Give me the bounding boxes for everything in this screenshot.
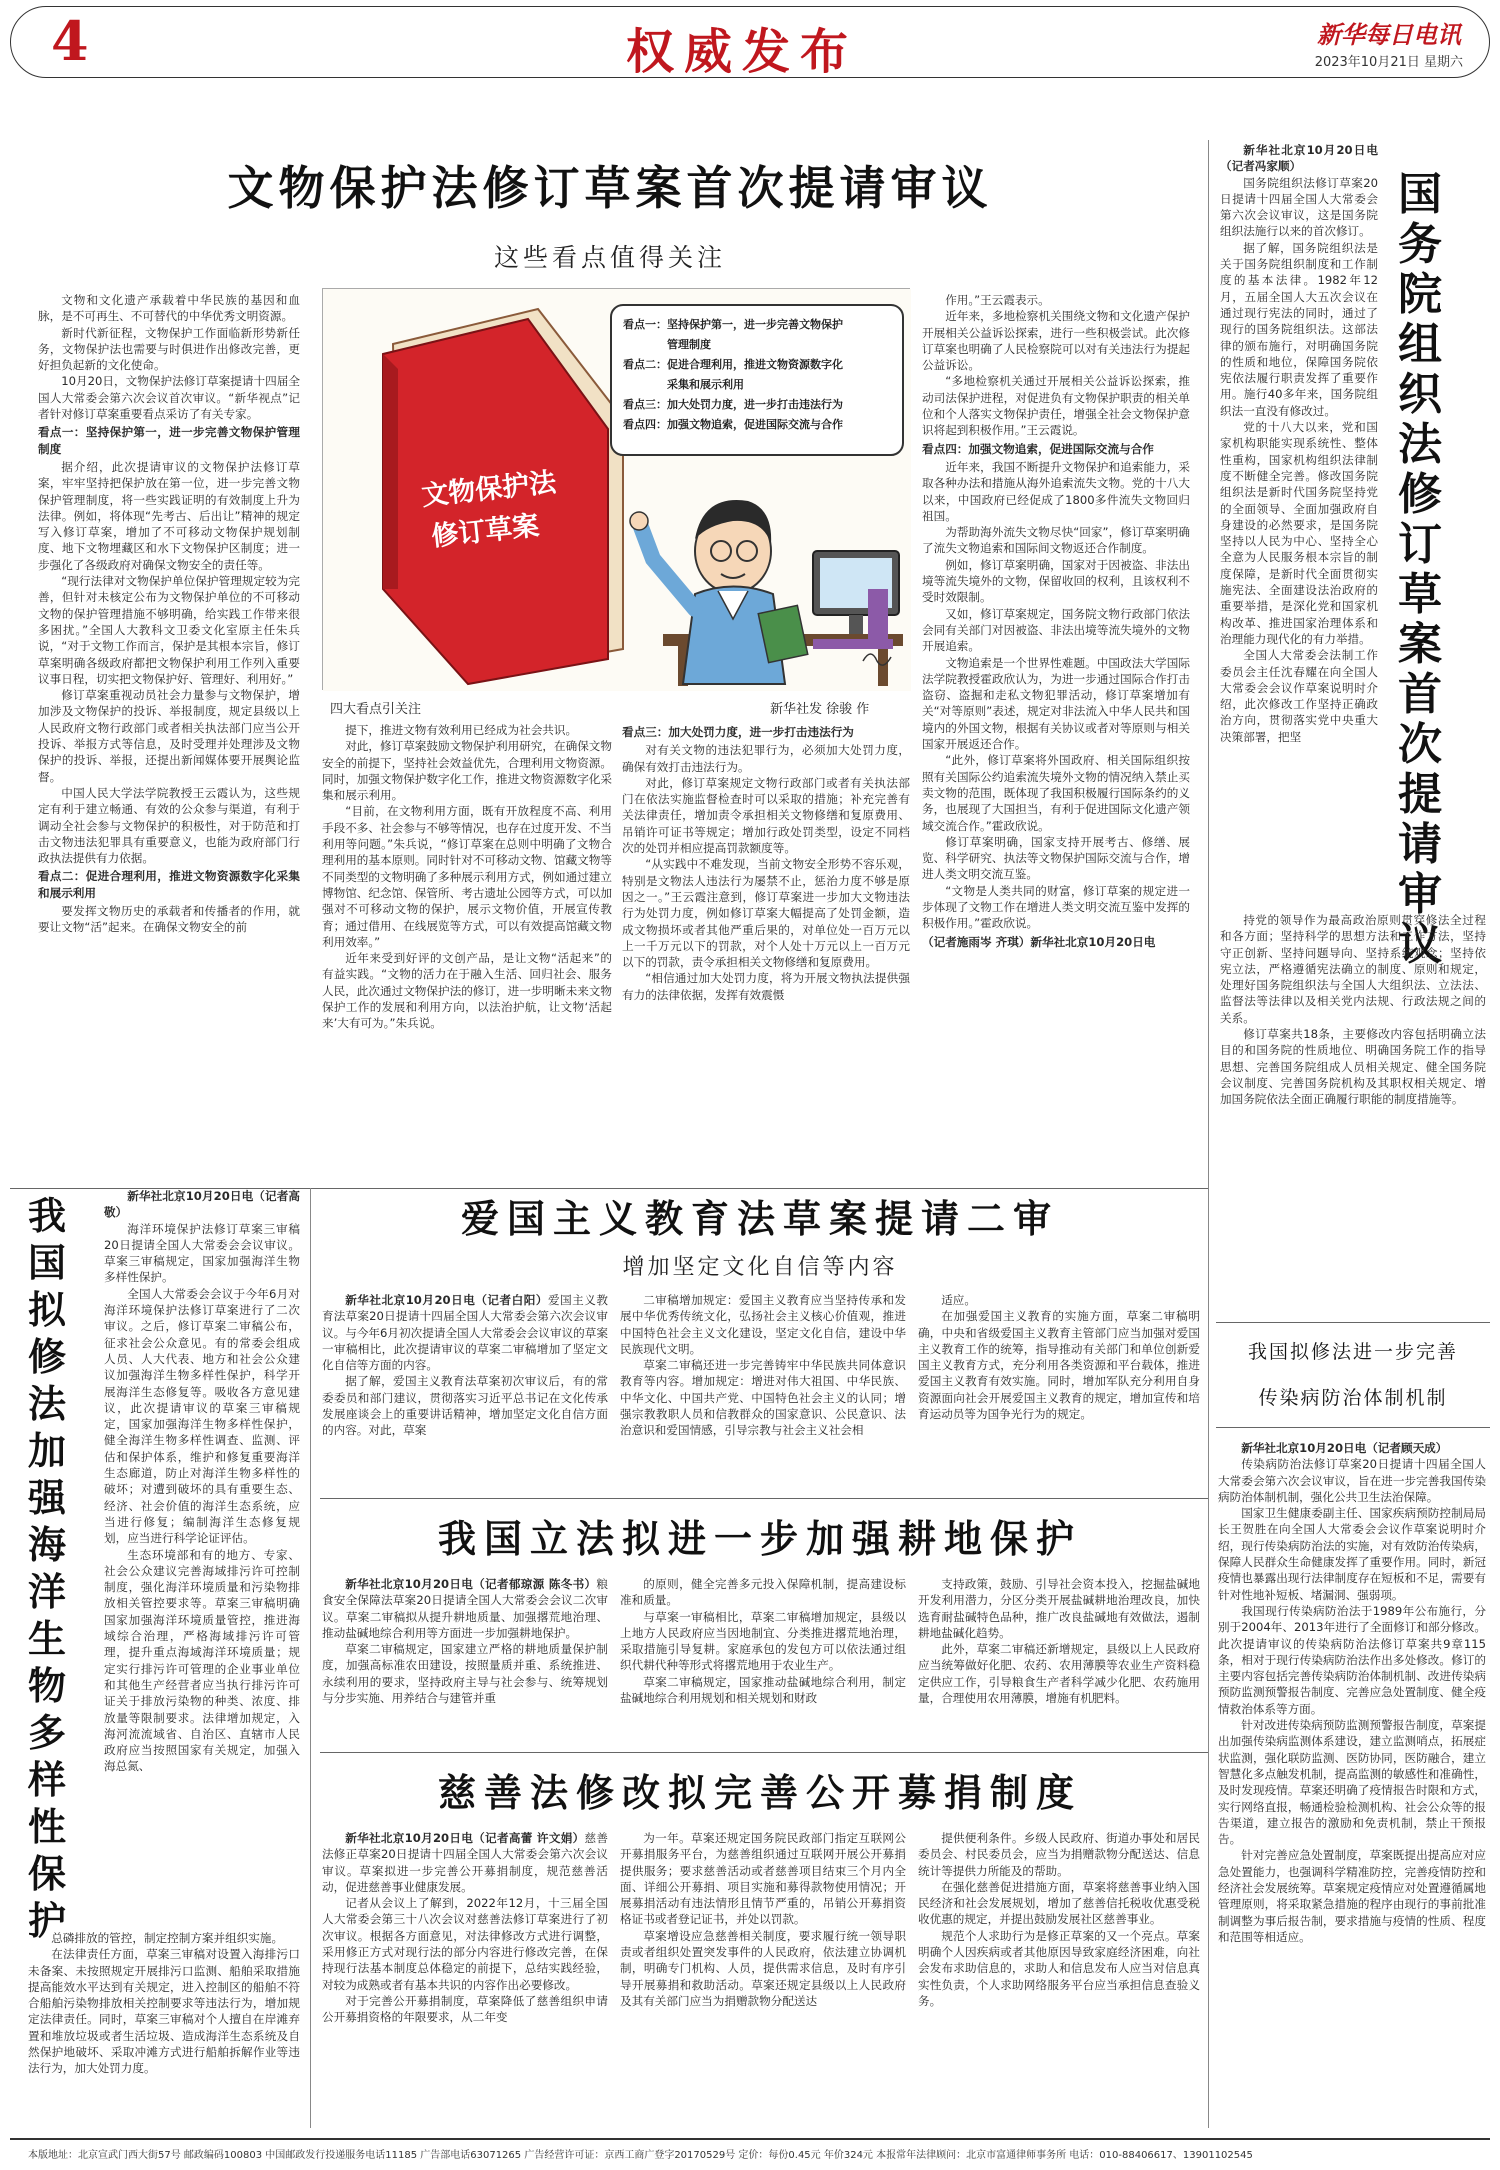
charity-paragraph: 规范个人求助行为是修正草案的又一个亮点。草案明确个人因疾病或者其他原因导致家庭经济困难，向社会发布求助信息的，求助人和信息发布人应当对信息真实性负责，个人求助网络服务平台应当承担信息查验义务。 (918, 1928, 1200, 2008)
charity-paragraph: 草案增设应急慈善相关制度，要求履行统一领导职责或者组织处置突发事件的人民政府，依法建立协调机制，明确专门机构、人员，提供需求信息，及时有序引导开展募捐和救助活动。草案还规定县级以上人民政府及其有关部门应当为捐赠款物分配送达 (620, 1928, 906, 2008)
epidemic-paragraph: 我国现行传染病防治法于1989年公布施行，分别于2004年、2013年进行了全面修订和部分修改。此次提请审议的传染病防治法修订草案共9章115条，相对于现行传染病防治法作出多处修改。修订的主要内容包括完善传染病防治体制机制、改进传染病预防监测预警报告制度、完善应急处置制度、健全疫情救治体系等方面。 (1218, 1603, 1486, 1716)
right-article-paragraph: 全国人大常委会法制工作委员会主任沈春耀在向全国人大常委会会议作草案说明时介绍，此次修改工作坚持正确政治方向，贯彻落实党中央重大决策部署，把坚 (1220, 648, 1378, 744)
lead-paragraph: 文物和文化遗产承载着中华民族的基因和血脉，是不可再生、不可替代的中华优秀文明资源。 (38, 293, 300, 324)
left-article-paragraph: 全国人大常委会会议于今年6月对海洋环境保护法修订草案进行了二次审议。之后，修订草案二审稿公布，征求社会公众意见。有的常委会组成人员、人大代表、地方和社会公众建议加强海洋生物多样性保护，科学开展海洋生态修复等。吸收各方意见建议，此次提请审议的草案三审稿规定，国家加强海洋生物多样性保护，健全海洋生物多样性调查、监测、评估和保护体系，维护和修复重要海洋生态廊道，防止对海洋生物多样性的破坏；对遭到破坏的具有重要生态、经济、社会价值的海洋生态系统，应当进行修复；编制海洋生态修复规划，应当进行科学论证评估。 (104, 1286, 300, 1546)
lead-paragraph: 修订草案重视动员社会力量参与文物保护，增加涉及文物保护的投诉、举报制度，规定县级以上人民政府文物行政部门或者相关执法部门应当公开投诉、举报方式等信息，及时受理并处理涉及文物保护的投诉、举报，还提出新闻媒体要开展舆论监督。 (38, 688, 300, 784)
lead-column-2 (322, 722, 612, 1031)
footer-info: 本版地址：北京宣武门西大街57号 邮政编码100803 中国邮政发行投递服务电话11185 广告部电话63071265 广告经营许可证：京西工商广登字20170529号 定价：每份0.45元 年价324元 本报常年法律顾问：北京市富通律师事务所 电话：010-88406617、13901102545 (28, 2150, 1253, 2161)
lead-point-1-heading: 看点一：坚持保护第一，进一步完善文物保护管理制度 (38, 425, 300, 456)
charity-paragraph: 在强化慈善促进措施方面，草案将慈善事业纳入国民经济和社会发展规划，增加了慈善信托税收优惠受税收优惠的规定，并提出鼓励发展社区慈善事业。 (918, 1879, 1200, 1927)
masthead-date: 2023年10月21日 星期六 (1314, 55, 1463, 70)
farmland-paragraph: 此外，草案二审稿还新增规定，县级以上人民政府应当统筹做好化肥、农药、农用薄膜等农业生产资料稳定供应工作，引导粮食生产者科学减少化肥、农药施用量，合理使用农用薄膜，增施有机肥料。 (918, 1642, 1200, 1706)
lead-subtitle: 这些看点值得关注 (493, 243, 726, 272)
right-article-paragraph: 国务院组织法修订草案20日提请十四届全国人大常委会第六次会议审议，这是国务院组织法施行以来的首次修订。 (1220, 175, 1378, 239)
charity-column-3 (918, 1830, 1200, 2130)
epidemic-paragraph: 传染病防治法修订草案20日提请十四届全国人大常委会第六次会议审议，旨在进一步完善我国传染病防治体制机制，强化公共卫生法治保障。 (1218, 1457, 1486, 1504)
farmland-paragraph: 新华社北京10月20日电（记者郁琼源 陈冬书）粮食安全保障法草案20日提请全国人大常委会会议二次审议。草案二审稿拟从提升耕地质量、加强撂荒地治理、推动盐碱地综合利用等方面进一步加强耕地保护。 (322, 1577, 608, 1640)
patriot-paragraph: 草案二审稿还进一步完善铸牢中华民族共同体意识教育等内容。增加规定：增进对伟大祖国、中华民族、中华文化、中国共产党、中国特色社会主义的认同；增强宗教教职人员和信教群众的国家意识、公民意识、法治意识和爱国情感，引导宗教与社会主义社会相 (620, 1358, 906, 1438)
lead-headline: 文物保护法修订草案首次提请审议 (227, 161, 993, 215)
illustration-caption: 四大看点引关注 (330, 702, 422, 717)
patriot-paragraph: 新华社北京10月20日电（记者白阳）爱国主义教育法草案20日提请十四届全国人大常委会第六次会议审议。与今年6月初次提请全国人大常委会会议审议的草案一审稿相比，此次提请审议的草案二审稿增加了坚定文化自信等方面的内容。 (322, 1293, 608, 1373)
farmland-paragraph: 草案二审稿规定，国家建立严格的耕地质量保护制度，加强高标准农田建设，按照量质并重、系统推进、永续利用的要求，坚持政府主导与社会参与、统筹规划与分步实施、用养结合与建管并重 (322, 1642, 608, 1706)
lead-paragraph: 为帮助海外流失文物尽快“回家”，修订草案明确了流失文物追索和国际间文物返还合作制度。 (922, 525, 1190, 556)
farmland-column-1 (322, 1576, 608, 1746)
lead-paragraph: 提下，推进文物有效利用已经成为社会共识。 (345, 723, 578, 737)
lead-paragraph: 对有关文物的违法犯罪行为，必须加大处罚力度，确保有效打击违法行为。 (622, 743, 910, 774)
farmland-paragraph: 支持政策，鼓励、引导社会资本投入，挖掘盐碱地开发利用潜力，分区分类开展盐碱耕地治理改良，加快选育耐盐碱特色品种，推广改良盐碱地有效做法，遏制耕地盐碱化趋势。 (918, 1577, 1200, 1640)
lead-point-2-heading: 看点二：促进合理利用，推进文物资源数字化采集和展示利用 (38, 869, 300, 900)
charity-paragraph: 记者从会议上了解到，2022年12月，十三届全国人大常委会第三十八次会议对慈善法修订草案进行了初次审议。根据各方面意见，对法律修改方式进行调整，采用修正方式对现行法的部分内容进行修改完善，在保持现行法基本制度总体稳定的前提下，总结实践经验，对较为成熟或者有基本共识的内容作出必要修改。 (322, 1896, 608, 1992)
left-article-paragraph: 生态环境部和有的地方、专家、社会公众建议完善海域排污许可控制制度，强化海洋环境质量和污染物排放相关管控要求等。草案三审稿明确国家加强海洋环境质量管控，推进海域综合治理，严格海域排污许可管理，提升重点海域海洋环境质量；规定实行排污许可管理的企业事业单位和其他生产经营者应当执行排污许可证关于排放污染物的种类、浓度、排放量等限制要求。法律增加规定，入海河流流域省、自治区、直辖市人民政府应当按照国家有关规定，加强入海总氮、 (104, 1547, 300, 1774)
page-number: 4 (51, 9, 89, 73)
lead-paragraph: 又如，修订草案规定，国务院文物行政部门依法会同有关部门对因被盗、非法出境等流失境外的文物开展追索。 (922, 606, 1190, 654)
farmland-column-3 (918, 1576, 1200, 1746)
left-article-paragraph: 海洋环境保护法修订草案三审稿20日提请全国人大常委会会议审议。草案三审稿规定，国家加强海洋生物多样性保护。 (104, 1221, 300, 1285)
right-headline: 国务院组织法修订草案首次提请审议 (1398, 169, 1442, 970)
farmland-paragraph: 草案二审稿规定，国家推动盐碱地综合利用，制定盐碱地综合利用规划和相关规划和财政 (620, 1674, 906, 1706)
left-headline: 我国拟修法加强海洋生物多样性保护 (28, 1193, 67, 1943)
left-article-paragraph: 总磷排放的管控，制定控制方案并组织实施。 (51, 1931, 284, 1945)
lead-paragraph: “目前，在文物利用方面，既有开放程度不高、利用手段不多、社会参与不够等情况，也存在过度开发、不当利用等问题。”朱兵说，“修订草案在总则中明确了文物合理利用的基本原则。同时针对不可移动文物、馆藏文物等不同类型的文物明确了多种展示利用方式，例如通过建立博物馆、纪念馆、保管所、考古遗址公园等方式，可以加强对不可移动文物的保护，展示文物价值，开展宣传教育；通过借用、在线展览等方式，可以有效提高馆藏文物利用效率。” (322, 804, 612, 949)
epidemic-article: 新华社北京10月20日电（记者顾天成） 传染病防治法修订草案20日提请十四届全国人大常委会第六次会议审议，旨在进一步完善我国传染病防治体制机制，强化公共卫生法治保障。 国家卫生健康委副主任、国家疾病预防控制局局长王贺胜在向全国人大常委会会议作草案说明时介绍，现行传染病防治法的实施，对有效防治传染病，保障人民群众生命健康发挥了重要作用。同时，新冠疫情也暴露出现行法律制度存在短板和不足，需要有针对性地补短板、堵漏洞、强弱项。 我国现行传染病防治法于1989年公布施行，分别于2004年、2013年进行了全面修订和部分修改。此次提请审议的传染病防治法修订草案共9章115条，相对于现行传染病防治法作出多处修改。修订的主要内容包括完善传染病防治体制机制、改进传染病预防监测预警报告制度、完善应急处置制度、健全疫情救治体系等方面。 针对改进传染病预防监测预警报告制度，草案提出加强传染病监测体系建设，建立监测哨点，拓展症状监测，强化联防监测、医防协同，医防融合，建立智慧化多点触发机制，提高监测的敏感性和准确性，及时发现疫情。草案还明确了疫情报告时限和方式，实行网络直报，畅通检验检测机构、社会公众等的报告渠道，建立报告的激励和免责机制，禁止干预报告。 针对完善应急处置制度，草案既提出提高应对应急处置能力，也强调科学精准防控，完善疫情防控和经济社会发展统筹。草案规定疫情应对处置遵循属地管理原则，将采取紧急措施的程序由现行的事前批准制调整为事后报告制，要求措施与疫情的性质、程度和范围等相适应。 (1218, 1441, 1486, 1944)
lead-paragraph: 对此，修订草案鼓励文物保护利用研究，在确保文物安全的前提下，坚持社会效益优先，合理利用文物资源。同时，加强文物保护数字化工作，推进文物资源数字化采集和展示利用。 (322, 739, 612, 803)
patriot-headline: 爱国主义教育法草案提请二审 (460, 1196, 1059, 1241)
lead-point-4-heading: 看点四：加强文物追索，促进国际交流与合作 (922, 441, 1154, 456)
lead-paragraph: 近年来，我国不断提升文物保护和追索能力，采取各种办法和措施从海外追索流失文物。党的十八大以来，中国政府已经促成了1800多件流失文物回归祖国。 (922, 459, 1190, 523)
farmland-headline: 我国立法拟进一步加强耕地保护 (437, 1516, 1082, 1561)
right-article-paragraph: 修订草案共18条，主要修改内容包括明确立法目的和国务院的性质地位、明确国务院工作的指导思想、完善国务院组成人员相关规定、健全国务院会议制度、完善国务院机构及其职权相关规定、增加国务院依法全面正确履行职能的制度措施等。 (1220, 1027, 1486, 1107)
epidemic-paragraph: 针对改进传染病预防监测预警报告制度，草案提出加强传染病监测体系建设，建立监测哨点，拓展症状监测，强化联防监测、医防协同，医防融合，建立智慧化多点触发机制，提高监测的敏感性和准确性，及时发现疫情。草案还明确了疫情报告时限和方式，实行网络直报，畅通检验检测机构、社会公众等的报告渠道，建立报告的激励和免责机制，禁止干预报告。 (1218, 1718, 1486, 1847)
lead-paragraph: 作用。”王云霞表示。 (945, 293, 1050, 307)
charity-column-2 (620, 1830, 906, 2130)
rule-patriot (320, 1498, 1208, 1499)
lead-illustration (322, 288, 910, 690)
lead-paragraph: “此外，修订草案将外国政府、相关国际组织按照有关国际公约追索流失境外文物的情况纳入禁止买卖文物的范围，既体现了我国积极履行国际条约的义务，也展现了大国担当，有利于促进国际文化遗产领域交流合作。”霍政欣说。 (922, 753, 1190, 833)
lead-paragraph: 中国人民大学法学院教授王云霞认为，这些规定有利于建立畅通、有效的公众参与渠道，有利于调动全社会参与文物保护的积极性，对于防范和打击文物违法犯罪具有重要意义，也能为政府部门行政执法提供有力依据。 (38, 785, 300, 866)
patriot-column-2 (620, 1292, 906, 1492)
patriot-paragraph: 适应。 (941, 1293, 976, 1307)
lead-paragraph: 据介绍，此次提请审议的文物保护法修订草案，牢牢坚持把保护放在第一位，进一步完善文物保护管理制度，将一些实践证明的有效制度上升为法律。例如，将体现“先考古、后出让”精神的规定写入修订草案，增加了不可移动文物保护规划制度、地下文物埋藏区和水下文物保护区制度；进一步强化了各级政府对确保文物安全的责任等。 (38, 459, 300, 572)
epidemic-title-box (1216, 1322, 1490, 1428)
right-article-paragraph: 据了解，国务院组织法是关于国务院组织制度和工作制度的基本法律。1982年12月，五届全国人大五次会议在通过现行宪法的同时，通过了现行的国务院组织法。这部法律的颁布施行，对明确国务院的性质和地位，保障国务院依宪依法履行职责发挥了重要作用。施行40多年来，国务院组织法一直没有修改过。 (1220, 240, 1378, 418)
charity-column-1 (322, 1830, 608, 2130)
right-article-wide (1220, 912, 1486, 1312)
epidemic-title-line-1: 我国拟修法进一步完善 (1247, 1341, 1458, 1363)
patriot-paragraph: 据了解，爱国主义教育法草案初次审议后，有的常委委员和部门建议，贯彻落实习近平总书记在文化传承发展座谈会上的重要讲话精神，增加坚定文化自信方面的内容。对此，草案 (322, 1374, 608, 1438)
illustration-credit: 新华社发 徐骏 作 (770, 702, 870, 717)
patriot-paragraph: 二审稿增加规定：爱国主义教育应当坚持传承和发展中华优秀传统文化，弘扬社会主义核心价值观，推进中国特色社会主义文化建设，坚定文化自信，建设中华民族现代文明。 (620, 1293, 906, 1356)
right-article-paragraph: 党的十八大以来，党和国家机构职能实现系统性、整体性重构，国家机构组织法律制度不断健全完善。修改国务院组织法是新时代国务院坚持党的全面领导、全面加强政府自身建设的必然要求，是国务院坚持以人民为中心、坚持全心全意为人民服务根本宗旨的制度保障，是新时代全面贯彻实施宪法、全面建设法治政府的重要举措，是深化党和国家机构改革、推进国家治理体系和治理能力现代化的有力举措。 (1220, 420, 1378, 646)
farmland-paragraph: 与草案一审稿相比，草案二审稿增加规定，县级以上地方人民政府应当因地制宜、分类推进撂荒地治理，采取措施引导复耕。家庭承包的发包方可以依法通过组织代耕代种等形式将撂荒地用于农业生产。 (620, 1609, 906, 1673)
charity-headline: 慈善法修改拟完善公开募捐制度 (437, 1770, 1082, 1815)
lead-paragraph: “文物是人类共同的财富，修订草案的规定进一步体现了文物工作在增进人类文明交流互鉴中发挥的积极作用。”霍政欣说。 (922, 883, 1190, 931)
farmland-column-2 (620, 1576, 906, 1746)
lead-paragraph: 新时代新征程，文物保护工作面临新形势新任务，文物保护法也需要与时俱进作出修改完善，更好担负起新的文化使命。 (38, 325, 300, 373)
lead-byline: （记者施雨岑 齐琪）新华社北京10月20日电 (922, 934, 1156, 949)
charity-paragraph: 新华社北京10月20日电（记者高蕾 许文娟）慈善法修正草案20日提请十四届全国人大常委会第六次会议审议。草案拟进一步完善公开募捐制度，规范慈善活动，促进慈善事业健康发展。 (322, 1831, 608, 1894)
masthead-bar (10, 6, 1490, 78)
lead-column-1 (38, 292, 300, 935)
lead-point-3-heading: 看点三：加大处罚力度，进一步打击违法行为 (622, 725, 854, 739)
left-article-wide (28, 1930, 300, 2130)
lead-paragraph: “现行法律对文物保护单位保护管理规定较为完善，但针对未核定公布为文物保护单位的不可移动文物的保护管理措施不够明确，给实践工作带来很多困扰。”全国人大教科文卫委文化室原主任朱兵说，“对于文物工作而言，保护是其根本宗旨，修订草案明确各级政府都把文物保护利用工作列入重要议事日程，切实把文物保护好、管理好、利用好。” (38, 574, 300, 686)
epidemic-paragraph: 针对完善应急处置制度，草案既提出提高应对应急处置能力，也强调科学精准防控，完善疫情防控和经济社会发展统筹。草案规定疫情应对处置遵循属地管理原则，将采取紧急措施的程序由现行的事前批准制调整为事后报告制，要求措施与疫情的性质、程度和范围等相适应。 (1218, 1848, 1486, 1944)
lead-paragraph: “多地检察机关通过开展相关公益诉讼探索，推动司法保护进程，对促进负有文物保护职责的相关单位和个人落实文物保护责任，增强全社会文物保护意识将起到积极作用。”王云霞说。 (922, 374, 1190, 438)
right-article-narrow: 新华社北京10月20日电（记者冯家顺） 国务院组织法修订草案20日提请十四届全国人大常委会第六次会议审议，这是国务院组织法施行以来的首次修订。 据了解，国务院组织法是关于国务院组织制度和工作制度的基本法律。1982年12月，五届全国人大五次会议在通过现行宪法的同时，通过了现行的国务院组织法。这部法律的颁布施行，对明确国务院的性质和地位，保障国务院依宪依法履行职责发挥了重要作用。施行40多年来，国务院组织法一直没有修改过。 党的十八大以来，党和国家机构职能实现系统性、整体性重构，国家机构组织法律制度不断健全完善。修改国务院组织法是新时代国务院坚持党的全面领导、全面加强政府自身建设的必然要求，是国务院坚持以人民为中心、坚持全心全意为人民服务根本宗旨的制度保障，是新时代全面贯彻实施宪法、全面建设法治政府的重要举措，是深化党和国家机构改革、推进国家治理体系和治理能力现代化的有力举措。 全国人大常委会法制工作委员会主任沈春耀在向全国人大常委会会议作草案说明时介绍，此次修改工作坚持正确政治方向，贯彻落实党中央重大决策部署，把坚 (1220, 143, 1378, 744)
lead-paragraph: “相信通过加大处罚力度，将为开展文物执法提供强有力的法律依据，发挥有效震慑 (622, 971, 910, 1002)
rule-farmland (320, 1752, 1208, 1753)
epidemic-paragraph: 国家卫生健康委副主任、国家疾病预防控制局局长王贺胜在向全国人大常委会会议作草案说明时介绍，现行传染病防治法的实施，对有效防治传染病，保障人民群众生命健康发挥了重要作用。同时，新冠疫情也暴露出现行法律制度存在短板和不足，需要有针对性地补短板、堵漏洞、强弱项。 (1218, 1506, 1486, 1602)
charity-paragraph: 对于完善公开募捐制度，草案降低了慈善组织申请公开募捐资格的年限要求，从二年变 (322, 1993, 608, 2025)
patriot-column-3 (918, 1292, 1200, 1492)
farmland-paragraph: 的原则，健全完善多元投入保障机制，提高建设标准和质量。 (620, 1577, 906, 1608)
footer-rule (10, 2138, 1490, 2140)
left-article-narrow: 新华社北京10月20日电（记者高敬） 海洋环境保护法修订草案三审稿20日提请全国人大常委会会议审议。草案三审稿规定，国家加强海洋生物多样性保护。 全国人大常委会会议于今年6月对海洋环境保护法修订草案进行了二次审议。之后，修订草案二审稿公布，征求社会公众意见。有的常委会组成人员、人大代表、地方和社会公众建议加强海洋生物多样性保护，科学开展海洋生态修复等。吸收各方意见建议，此次提请审议的草案三审稿规定，国家加强海洋生物多样性保护，健全海洋生物多样性调查、监测、评估和保护体系，维护和修复重要海洋生态廊道，防止对海洋生物多样性的破坏；对遭到破坏的具有重要生态、经济、社会价值的海洋生态系统，应当进行修复；编制海洋生态修复规划，应当进行科学论证评估。 生态环境部和有的地方、专家、社会公众建议完善海域排污许可控制制度，强化海洋环境质量和污染物排放相关管控要求等。草案三审稿明确国家加强海洋环境质量管控，推进海域综合治理，严格海域排污许可管理，提升重点海域海洋环境质量；规定实行排污许可管理的企业事业单位和其他生产经营者应当执行排污许可证关于排放污染物的种类、浓度、排放量等限制要求。法律增加规定，入海河流流域省、自治区、直辖市人民政府应当按照国家有关规定，加强入海总氮、 (104, 1189, 300, 1774)
lead-paragraph: “从实践中不难发现，当前文物安全形势不容乐观，特别是文物法人违法行为屡禁不止，惩治力度不够是原因之一。”王云霞注意到，修订草案进一步加大文物违法行为处罚力度，例如修订草案大幅提高了处罚金额，造成文物损坏或者其他严重后果的，对单位处一百万元以上一千万元以下的罚款，对个人处十万元以上一百万元以下的罚款，责令承担相关文物修缮和复原费用。 (622, 857, 910, 970)
illustration-board-text: 看点一：坚持保护第一，进一步完善文物保护 管理制度 看点二：促进合理利用，推进文物资源数字化 采集和展示利用 看点三：加大处罚力度，进一步打击违法行为 看点四：加强文物追索，促进国际交流与合作 (623, 318, 843, 431)
farmland-dateline: 新华社北京10月20日电（记者郁琼源 陈冬书） (345, 1577, 597, 1591)
lead-paragraph: 例如，修订草案明确，国家对于因被盗、非法出境等流失境外的文物，保留收回的权利，且该权利不受时效限制。 (922, 557, 1190, 605)
epidemic-title-line-2: 传染病防治体制机制 (1258, 1387, 1448, 1409)
patriot-subtitle: 增加坚定文化自信等内容 (622, 1255, 898, 1280)
lead-paragraph: 近年来受到好评的文创产品，是让文物“活起来”的有益实践。“文物的活力在于融入生活、回归社会、服务人民，此次通过文物保护法的修订，进一步明晰未来文物保护工作的发展和利用方向，以法治护航，让文物‘活起来’大有可为。”朱兵说。 (322, 951, 612, 1031)
lead-paragraph: 对此，修订草案规定文物行政部门或者有关执法部门在依法实施监督检查时可以采取的措施；补充完善有关法律责任，增加责令承担相关文物修缮和复原费用、吊销许可证书等规定；增加行政处罚类型，设定不同档次的处罚并相应提高罚款额度等。 (622, 775, 910, 856)
lead-column-4 (922, 292, 1190, 949)
lead-paragraph: 10月20日，文物保护法修订草案提请十四届全国人大常委会第六次会议首次审议。“新华视点”记者针对修订草案重要看点采访了有关专家。 (38, 374, 300, 422)
section-title: 权威发布 (626, 24, 859, 80)
lead-paragraph: 要发挥文物历史的承载者和传播者的作用，就要让文物“活”起来。在确保文物安全的前 (38, 903, 300, 935)
patriot-paragraph: 在加强爱国主义教育的实施方面，草案二审稿明确，中央和省级爱国主义教育主管部门应当加强对爱国主义教育工作的统筹，指导推动有关部门和单位创新爱国主义教育方式，充分利用各类资源和平台载体，推进爱国主义教育有效实施。同时，增加军队充分利用自身资源面向社会开展爱国主义教育的规定，增加宣传和培育运动员等为国争光行为的规定。 (918, 1309, 1200, 1422)
book-title-line-1: 文物保护法 (420, 467, 558, 512)
lead-column-3 (622, 722, 910, 1002)
charity-dateline: 新华社北京10月20日电（记者高蕾 许文娟） (345, 1831, 585, 1845)
patriot-dateline: 新华社北京10月20日电（记者白阳） (345, 1293, 548, 1307)
patriot-column-1 (322, 1292, 608, 1492)
lead-paragraph: 文物追索是一个世界性难题。中国政法大学国际法学院教授霍政欣认为，为进一步通过国际合作打击盗窃、盗掘和走私文物犯罪活动，修订草案增加有关“对等原则”表述，规定对非法流入中华人民共和国境内的外国文物，根据有关协议或者对等原则与相关国家开展返还合作。 (922, 655, 1190, 752)
right-article-paragraph: 持党的领导作为最高政治原则贯穿修法全过程和各方面；坚持科学的思想方法和工作方法，坚持守正创新、坚持问题导向、坚持系统观念；坚持依宪立法，严格遵循宪法确立的制度、原则和规定，处理好国务院组织法与全国人大组织法、立法法、监督法等法律以及相关党内法规、行政法规之间的关系。 (1220, 913, 1486, 1025)
rule-lead-right (1208, 140, 1209, 1320)
charity-paragraph: 为一年。草案还规定国务院民政部门指定互联网公开募捐服务平台，为慈善组织通过互联网开展公开募捐提供服务；要求慈善活动或者慈善项目结束三个月内全面、详细公开募捐、项目实施和募得款物使用情况；开展募捐活动有违法情形且情节严重的，吊销公开募捐资格证书或者登记证书，并处以罚款。 (620, 1831, 906, 1927)
charity-paragraph: 提供便利条件。乡级人民政府、街道办事处和居民委员会、村民委员会，应当为捐赠款物分配送达、信息统计等提供力所能及的帮助。 (918, 1831, 1200, 1878)
lead-paragraph: 修订草案明确，国家支持开展考古、修缮、展览、科学研究、执法等文物保护国际交流与合作，增进人类文明交流互鉴。 (922, 834, 1190, 882)
book-title-line-2: 修订草案 (429, 510, 541, 553)
paper-name: 新华每日电讯 (1317, 20, 1461, 49)
rule-left-col (310, 1188, 311, 2128)
rule-right-col (1208, 1320, 1209, 2128)
left-article-paragraph: 在法律责任方面，草案三审稿对设置入海排污口未备案、未按照规定开展排污口监测、船舶采取措施提高能效水平达到有关规定，进入控制区的船舶不符合船舶污染物排放相关控制要求等违法行为，增加规定法律责任。同时，草案三审稿对个人擅自在岸滩弃置和堆放垃圾或者生活垃圾、造成海洋生态系统及自然保护地破坏、采取冲滩方式进行船舶拆解作业等违法行为，加大处罚力度。 (28, 1947, 300, 2076)
lead-paragraph: 近年来，多地检察机关围绕文物和文化遗产保护开展相关公益诉讼探索，进行一些积极尝试。此次修订草案也明确了人民检察院可以对有关违法行为提起公益诉讼。 (922, 309, 1190, 373)
